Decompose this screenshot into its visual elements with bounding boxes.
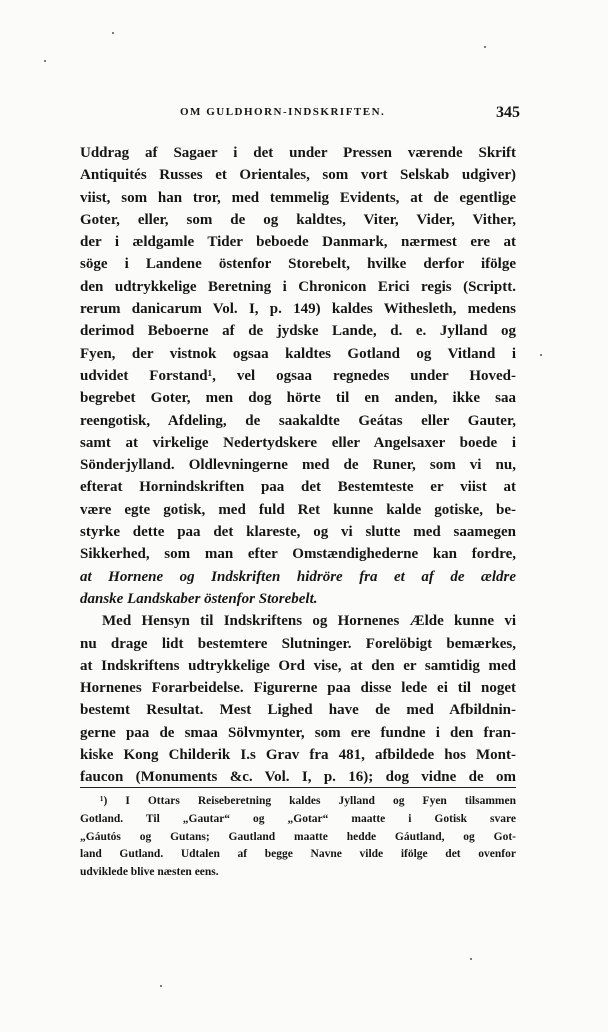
text-line: efterat Hornindskriften paa det Bestemteste er viist at: [80, 479, 516, 496]
text-line: at Indskriftens udtrykkelige Ord vise, at den er samtidig med: [80, 657, 516, 674]
text-line: bestemt Resultat. Mest Lighed have de med Afbildnin-: [80, 702, 516, 719]
paper-speck: [540, 354, 542, 356]
text-line: Antiquités Russes et Orientales, som vort Selskab udgiver): [80, 167, 516, 184]
text-line: reengotisk, Afdeling, de saakaldte Geátas eller Gauter,: [80, 412, 516, 429]
footnote-line: udviklede blive næsten eens.: [80, 866, 219, 879]
text-line: söge i Landene östenfor Storebelt, hvilke derfor ifölge: [80, 256, 516, 273]
paragraph-start-line: Med Hensyn til Indskriftens og Hornenes Ælde kunne vi: [102, 613, 516, 630]
text-line: rerum danicarum Vol. I, p. 149) kaldes Withesleth, medens: [80, 301, 516, 318]
paper-speck: [470, 958, 472, 960]
text-line: den udtrykkelige Beretning i Chronicon Erici regis (Scriptt.: [80, 278, 516, 295]
paper-speck: [484, 46, 486, 48]
page-number: 345: [496, 104, 520, 121]
body-text: [80, 142, 516, 789]
paper-speck: [160, 985, 162, 987]
text-line: Sikkerhed, som man efter Omstændighederne kan fordre,: [80, 546, 516, 563]
text-line: Goter, eller, som de og kaldtes, Viter, Vider, Vither,: [80, 211, 516, 228]
text-line: derimod Beboerne af de jydske Lande, d. e. Jylland og: [80, 323, 516, 340]
text-line: udvidet Forstand¹, vel ogsaa regnedes under Hoved-: [80, 367, 516, 384]
text-line: viist, som han tror, med temmelig Evidents, at de egentlige: [80, 189, 516, 206]
paper-speck: [44, 60, 46, 62]
page-header: [80, 104, 520, 124]
running-head: OM GULDHORN-INDSKRIFTEN.: [180, 106, 386, 118]
footnote: [80, 793, 516, 882]
footnote-divider: [80, 787, 516, 788]
text-line: Hornenes Forarbeidelse. Figurerne paa disse lede ei til noget: [80, 680, 516, 697]
text-line: der i ældgamle Tider beboede Danmark, nærmest ere at: [80, 234, 516, 251]
text-line: styrke dette paa det klareste, og vi slutte med saamegen: [80, 524, 516, 541]
text-line: begrebet Goter, men dog hörte til en anden, ikke saa: [80, 390, 516, 407]
text-line: kiske Kong Childerik I.s Grav fra 481, afbildede hos Mont-: [80, 747, 516, 764]
text-line: samt at virkelige Nedertydskere eller Angelsaxer boede i: [80, 434, 516, 451]
footnote-line: „Gáutós og Gutans; Gautland maatte hedde Gáutland, og Got-: [80, 830, 516, 843]
text-line: Uddrag af Sagaer i det under Pressen værende Skrift: [80, 145, 516, 161]
text-line: faucon (Monuments &c. Vol. I, p. 16); dog vidne de om: [80, 769, 516, 786]
text-line-italic: at Hornene og Indskriften hidröre fra et af de ældre: [80, 568, 516, 585]
text-line: Fyen, der vistnok ogsaa kaldtes Gotland og Vitland i: [80, 345, 516, 362]
footnote-line: Gotland. Til „Gautar“ og „Gotar“ maatte i Gotisk svare: [80, 812, 516, 825]
text-line: gerne paa de smaa Sölvmynter, som ere fundne i den fran-: [80, 724, 516, 741]
text-line: Sönderjylland. Oldlevningerne med de Runer, som vi nu,: [80, 457, 516, 474]
text-line: nu drage lidt bestemtere Slutninger. Forelöbigt bemærkes,: [80, 635, 516, 652]
text-line-italic: danske Landskaber östenfor Storebelt.: [80, 590, 318, 607]
footnote-line: land Gutland. Udtalen af begge Navne vilde ifölge det ovenfor: [80, 848, 516, 861]
text-line: være egte gotisk, med fuld Ret kunne kalde gotiske, be-: [80, 501, 516, 518]
footnote-line: ¹) I Ottars Reiseberetning kaldes Jylland og Fyen tilsammen: [100, 795, 516, 807]
paper-speck: [112, 32, 114, 34]
